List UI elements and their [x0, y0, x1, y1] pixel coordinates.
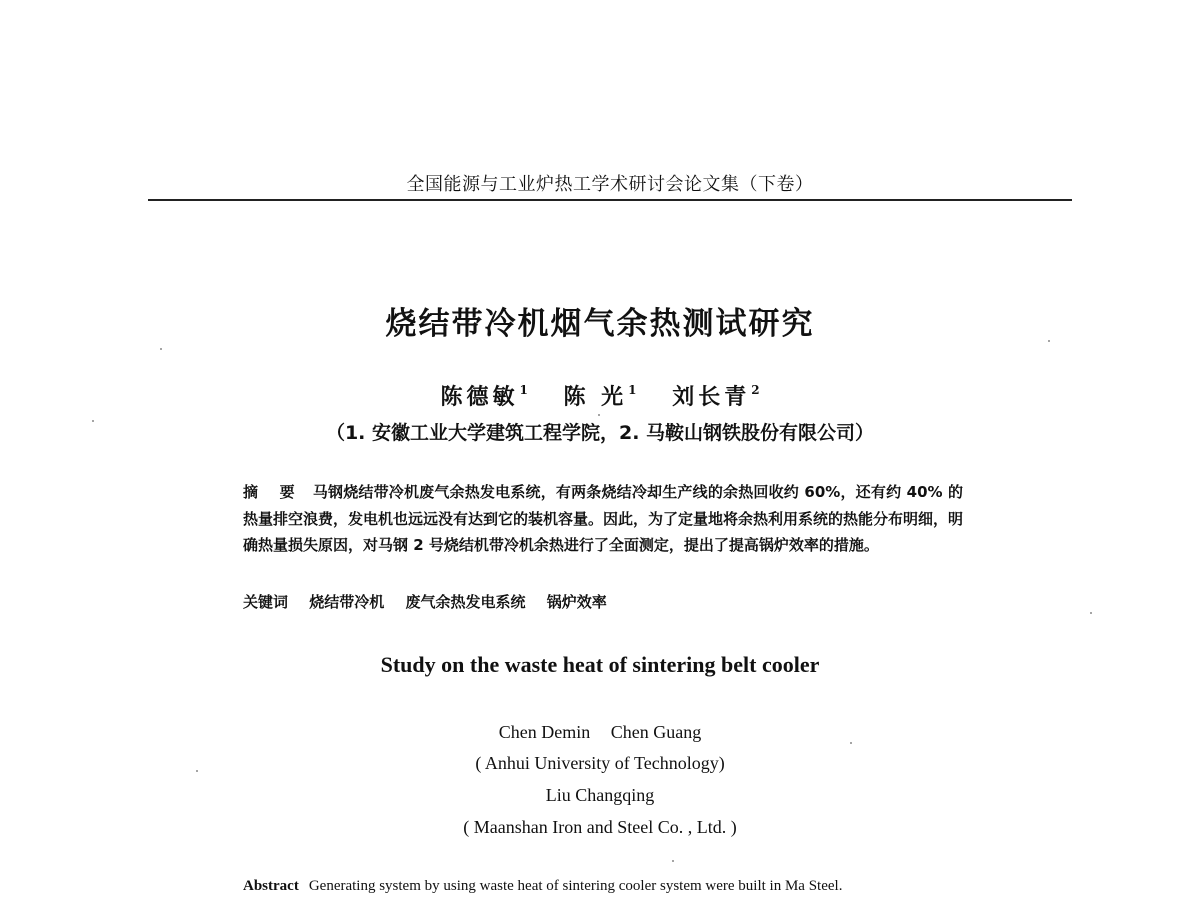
keyword: 烧结带冷机	[309, 593, 385, 611]
scan-speck	[598, 414, 600, 416]
abstract-chinese	[243, 479, 963, 559]
title-chinese: 烧结带冷机烟气余热测试研究	[385, 306, 815, 342]
author-english-3: Liu Changqing	[545, 785, 655, 805]
author-en: Chen Guang	[610, 722, 702, 742]
abstract-en-text: Generating system by using waste heat of sintering cooler system were built in Ma Steel.	[308, 878, 843, 894]
author-cn-3	[672, 380, 759, 411]
author-cn-affil-mark: 2	[751, 383, 760, 397]
scan-speck	[196, 770, 198, 772]
scan-speck	[1090, 612, 1092, 614]
affiliation-english-2: ( Maanshan Iron and Steel Co. , Ltd. )	[463, 817, 737, 837]
author-cn-1	[440, 380, 527, 411]
authors-english	[148, 722, 1052, 743]
scan-speck	[92, 420, 94, 422]
title-english: Study on the waste heat of sintering belt cooler	[380, 652, 820, 677]
author-cn-2	[563, 380, 636, 411]
author-cn-affil-mark: 1	[628, 383, 637, 397]
affiliation-english-1: ( Anhui University of Technology)	[475, 753, 725, 773]
author-cn-name: 陈 光	[563, 384, 628, 410]
author-en: Chen Demin	[498, 722, 591, 742]
running-head: 全国能源与工业炉热工学术研讨会论文集（下卷）	[406, 174, 814, 195]
authors-chinese	[148, 380, 1052, 411]
abstract-en-label: Abstract	[243, 878, 299, 894]
scan-speck	[672, 860, 674, 862]
scan-speck	[850, 742, 852, 744]
abstract-cn-text: 马钢烧结带冷机废气余热发电系统，有两条烧结冷却生产线的余热回收约 60%，还有约 40% 的热量排空浪费，发电机也远远没有达到它的装机容量。因此，为了定量地将余热利用系统的热能分布明细，明确热量损失原因，对马钢 2 号烧结机带冷机余热进行了全面测定，提出了提高锅炉效率的措施。	[243, 483, 964, 554]
keyword: 废气余热发电系统	[405, 593, 526, 611]
abstract-cn-label: 摘 要	[243, 483, 303, 501]
keywords-label: 关键词	[243, 593, 289, 611]
author-cn-name: 陈德敏	[440, 384, 519, 410]
affiliation-chinese: （1. 安徽工业大学建筑工程学院，2. 马鞍山钢铁股份有限公司）	[325, 422, 875, 444]
scan-speck	[1048, 340, 1050, 342]
scan-speck	[160, 348, 162, 350]
abstract-english	[243, 878, 973, 895]
author-cn-name: 刘长青	[672, 384, 751, 410]
author-cn-affil-mark: 1	[519, 383, 528, 397]
keywords-chinese	[243, 591, 963, 612]
header-rule	[148, 199, 1072, 201]
keyword: 锅炉效率	[546, 593, 607, 611]
